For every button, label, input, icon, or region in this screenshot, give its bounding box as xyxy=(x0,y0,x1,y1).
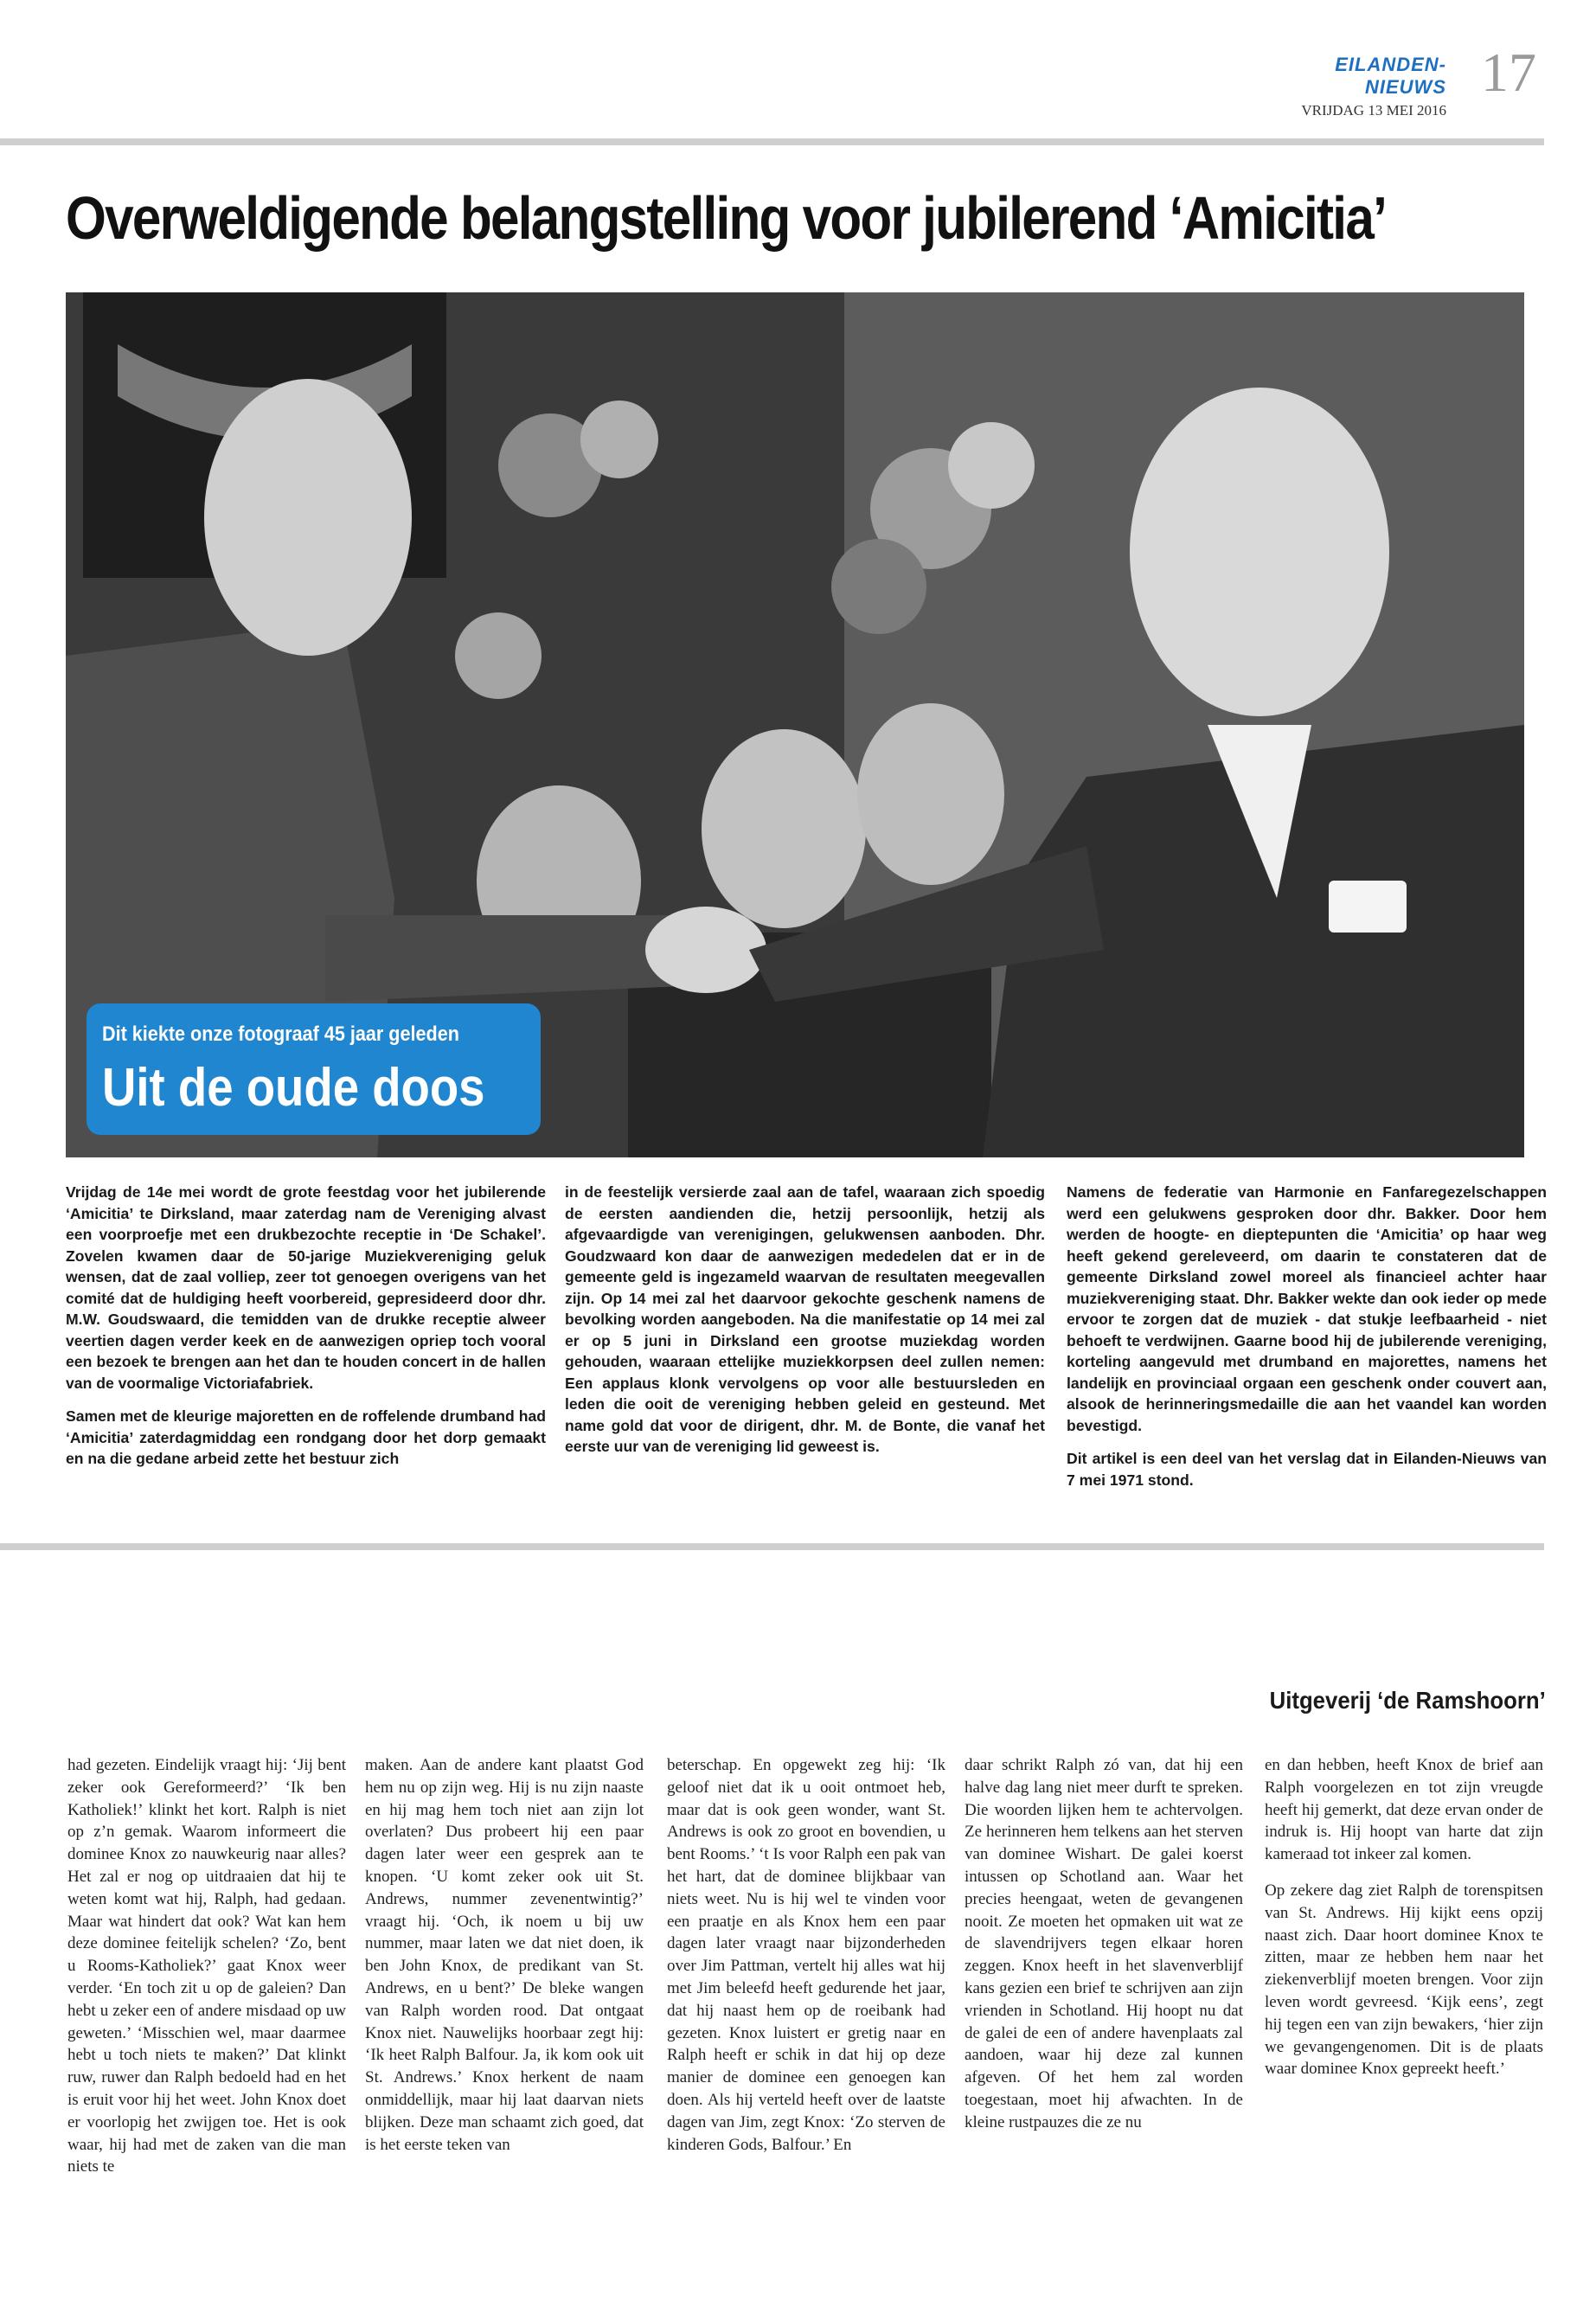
article-paragraph: Samen met de kleurige majoretten en de roffelende drumband had ‘Amicitia’ zaterdagmiddag een rondgang door het dorp gemaakt en na die gedane arbeid zette het bestuur zich xyxy=(66,1407,546,1467)
story-paragraph: daar schrikt Ralph zó van, dat hij een halve dag lang niet meer durft te spreken. Die woorden lijken hem te achtervolgen. Ze herinneren hem telkens aan het sterven van dominee Wishart. De galei koerst intussen op Schotland aan. Waar het precies heengaat, weten de gevangenen nooit. Ze moeten het opmaken uit wat ze de slavendrijvers tegen elkaar horen zeggen. Knox heeft in het slavenverblijf kans gezien een brief te schrijven aan zijn vrienden in Schotland. Hij hoopt nu dat de galei de een of andere havenplaats zal aandoen, waar hij deze zal kunnen afgeven. Of het hem zal worden toegestaan, moet hij afwachten. In de kleine rustpauzes die ze nu xyxy=(965,1756,1243,2131)
article-paragraph: Dit artikel is een deel van het verslag dat in Eilanden-Nieuws van 7 mei 1971 stond. xyxy=(1067,1450,1547,1489)
article-column-1 xyxy=(66,1182,546,1482)
masthead xyxy=(1265,54,1446,119)
story-paragraph: maken. Aan de andere kant plaatst God hem nu op zijn weg. Hij is nu zijn naaste en hij mag hem toch niet aan zijn lot overlaten? Dus probeert hij een paar dagen later weer een gesprek aan te knopen. ‘U komt zeker ook uit St. Andrews, nummer zevenentwintig?’ vraagt hij. ‘Och, ik noem u bij uw nummer, maar laten we dat niet doen, ik ben John Knox, de predikant van St. Andrews, en u bent?’ De bleke wangen van Ralph worden rood. Dat ontgaat Knox niet. Nauwelijks hoorbaar zegt hij: ‘Ik heet Ralph Balfour. Ja, ik kom ook uit St. Andrews.’ Knox herkent de naam onmiddellijk, maar hij laat daarvan niets blijken. Deze man schaamt zich goed, dat is het eerste teken van xyxy=(365,1756,644,2154)
story-paragraph: had gezeten. Eindelijk vraagt hij: ‘Jij bent zeker ook Gereformeerd?’ ‘Ik ben Katholiek!’ klinkt het kort. Ralph is niet op z’n gemak. Waarom informeert die dominee Knox zo nauwkeurig naar alles? Het zal er nog op uitdraaien dat hij te weten komt wat hij, Ralph, had gedaan. Maar wat hindert dat ook? Wat kan hem deze dominee feitelijk schelen? ‘Zo, bent u Rooms-Katholiek?’ gaat Knox weer verder. ‘En toch zit u op de galeien? Dan hebt u zeker een of andere misdaad op uw geweten.’ ‘Misschien wel, maar daarmee hebt u toch niets te maken?’ Dat klinkt ruw, ruwer dan Ralph bedoeld had en het is eruit voor hij het weet. John Knox doet er voorlopig het zwijgen toe. Het is ook waar, hij had met de zaken van die man niets te xyxy=(67,1756,346,2176)
badge-title: Uit de oude doos xyxy=(102,1058,485,1118)
paper-name: EILANDEN-NIEUWS xyxy=(1335,54,1446,98)
article-paragraph: Vrijdag de 14e mei wordt de grote feestdag voor het jubilerende ‘Amicitia’ te Dirksland, maar zaterdag nam de Vereniging alvast een voorproefje met een drukbezochte receptie in ‘De Schakel’. Zovelen kwamen daar de 50-jarige Muziekvereniging geluk wensen, dat de zaal volliep, zeer tot genoegen overigens van het comité dat de huldiging heeft voorbereid, gepresideerd door dhr. M.W. Goudswaard, die temidden van de drukke receptie alweer veertien dagen verder keek en de aanwezigen opriep toch vooral een bezoek te brengen aan het dan te houden concert in de hallen van de voormalige Victoriafabriek. xyxy=(66,1183,546,1392)
page-number: 17 xyxy=(1481,42,1536,103)
top-divider xyxy=(0,138,1544,145)
article-column-2 xyxy=(565,1182,1045,1470)
article-paragraph: in de feestelijk versierde zaal aan de tafel, waaraan zich spoedig de eersten aandienden die, hetzij persoonlijk, hetzij als afgevaardigde van verenigingen, gelukwensen aanboden. Dhr. Goudzwaard kon daar de aanwezigen mededelen dat er in de gemeente geld is ingezameld waarvan de resultaten meegevallen zijn. Op 14 mei zal het daarvoor gekochte geschenk namens de bevolking worden aangeboden. Na die manifestatie op 14 mei zal er op 5 juni in Dirksland een grootse muziekdag worden gehouden, waaraan ettelijke muziekkorpsen deel zullen nemen: Een applaus klonk vervolgens op voor alle bestuursleden en leden die ooit de vereniging hebben geleid en gesteund. Met name gold dat voor de dirigent, dhr. M. de Bonte, die vanaf het eerste uur van de vereniging lid geweest is. xyxy=(565,1183,1045,1455)
article-paragraph: Namens de federatie van Harmonie en Fanfaregezelschappen werd een gelukwens gesproken door dhr. Bakker. Door hem werden de hoogte- en dieptepunten die ‘Amicitia’ op haar weg heeft gekend gereleveerd, om daarin te constateren dat de gemeente Dirksland zowel moreel als financieel achter haar muziekvereniging staat. Dhr. Bakker wekte dan ook ieder op mede ervoor te zorgen dat de muziek - dat stukje leefbaarheid - niet behoeft te verdwijnen. Gaarne bood hij de jubilerende vereniging, korteling aangevuld met drumband en majorettes, namens het landelijk en provinciaal orgaan een geschenk onder couvert aan, alsook de herinneringsmedaille die aan het vaandel kan worden bevestigd. xyxy=(1067,1183,1547,1434)
story-paragraph: en dan hebben, heeft Knox de brief aan Ralph voorgelezen en tot zijn vreugde heeft hij gemerkt, dat deze ervan onder de indruk is. Hij hoopt van harte dat zijn kameraad tot inkeer zal komen. xyxy=(1265,1756,1543,1864)
story-paragraph: Op zekere dag ziet Ralph de torenspitsen van St. Andrews. Hij kijkt eens opzij naast zich. Daar hoort dominee Knox te zitten, maar ze hebben hem naar het ziekenverblijf moeten brengen. Voor zijn leven wordt gevreesd. ‘Kijk eens’, zegt hij tegen een van zijn bewakers, ‘hier zijn we gevangengenomen. Dit is de plaats waar dominee Knox gepreekt heeft.’ xyxy=(1265,1881,1543,2079)
story-paragraph: beterschap. En opgewekt zeg hij: ‘Ik geloof niet dat ik u ooit ontmoet heb, maar dat is ook geen wonder, want St. Andrews is ook zo groot en bovendien, u bent Rooms.’ ‘t Is voor Ralph een pak van het hart, dat de dominee blijkbaar van niets weet. Nu is hij wel te vinden voor een praatje en als Knox hem een paar dagen later vraagt naar bijzonderheden over Jim Pattman, vertelt hij alles wat hij met Jim beleefd heeft gedurende het jaar, dat hij naast hem op de roeibank had gezeten. Knox luistert er gretig naar en Ralph heeft er schik in dat hij op deze manier de dominee een genoegen kan doen. Als hij verteld heeft over de laatste dagen van Jim, zegt Knox: ‘Zo sterven de kinderen Gods, Balfour.’ En xyxy=(667,1756,945,2154)
story-column-3 xyxy=(667,1754,945,2170)
article-column-3 xyxy=(1067,1182,1547,1503)
section-divider xyxy=(0,1543,1544,1550)
story-column-2 xyxy=(365,1754,644,2170)
photo-badge xyxy=(87,1003,541,1135)
headline: Overweldigende belangstelling voor jubilerend ‘Amicitia’ xyxy=(66,184,1387,252)
issue-date: VRIJDAG 13 MEI 2016 xyxy=(1301,102,1446,119)
story-column-4 xyxy=(965,1754,1243,2148)
story-column-5 xyxy=(1265,1754,1543,2094)
publisher-label: Uitgeverij ‘de Ramshoorn’ xyxy=(1269,1687,1546,1714)
badge-kicker: Dit kiekte onze fotograaf 45 jaar geleden xyxy=(102,1022,459,1046)
story-column-1 xyxy=(67,1754,346,2192)
